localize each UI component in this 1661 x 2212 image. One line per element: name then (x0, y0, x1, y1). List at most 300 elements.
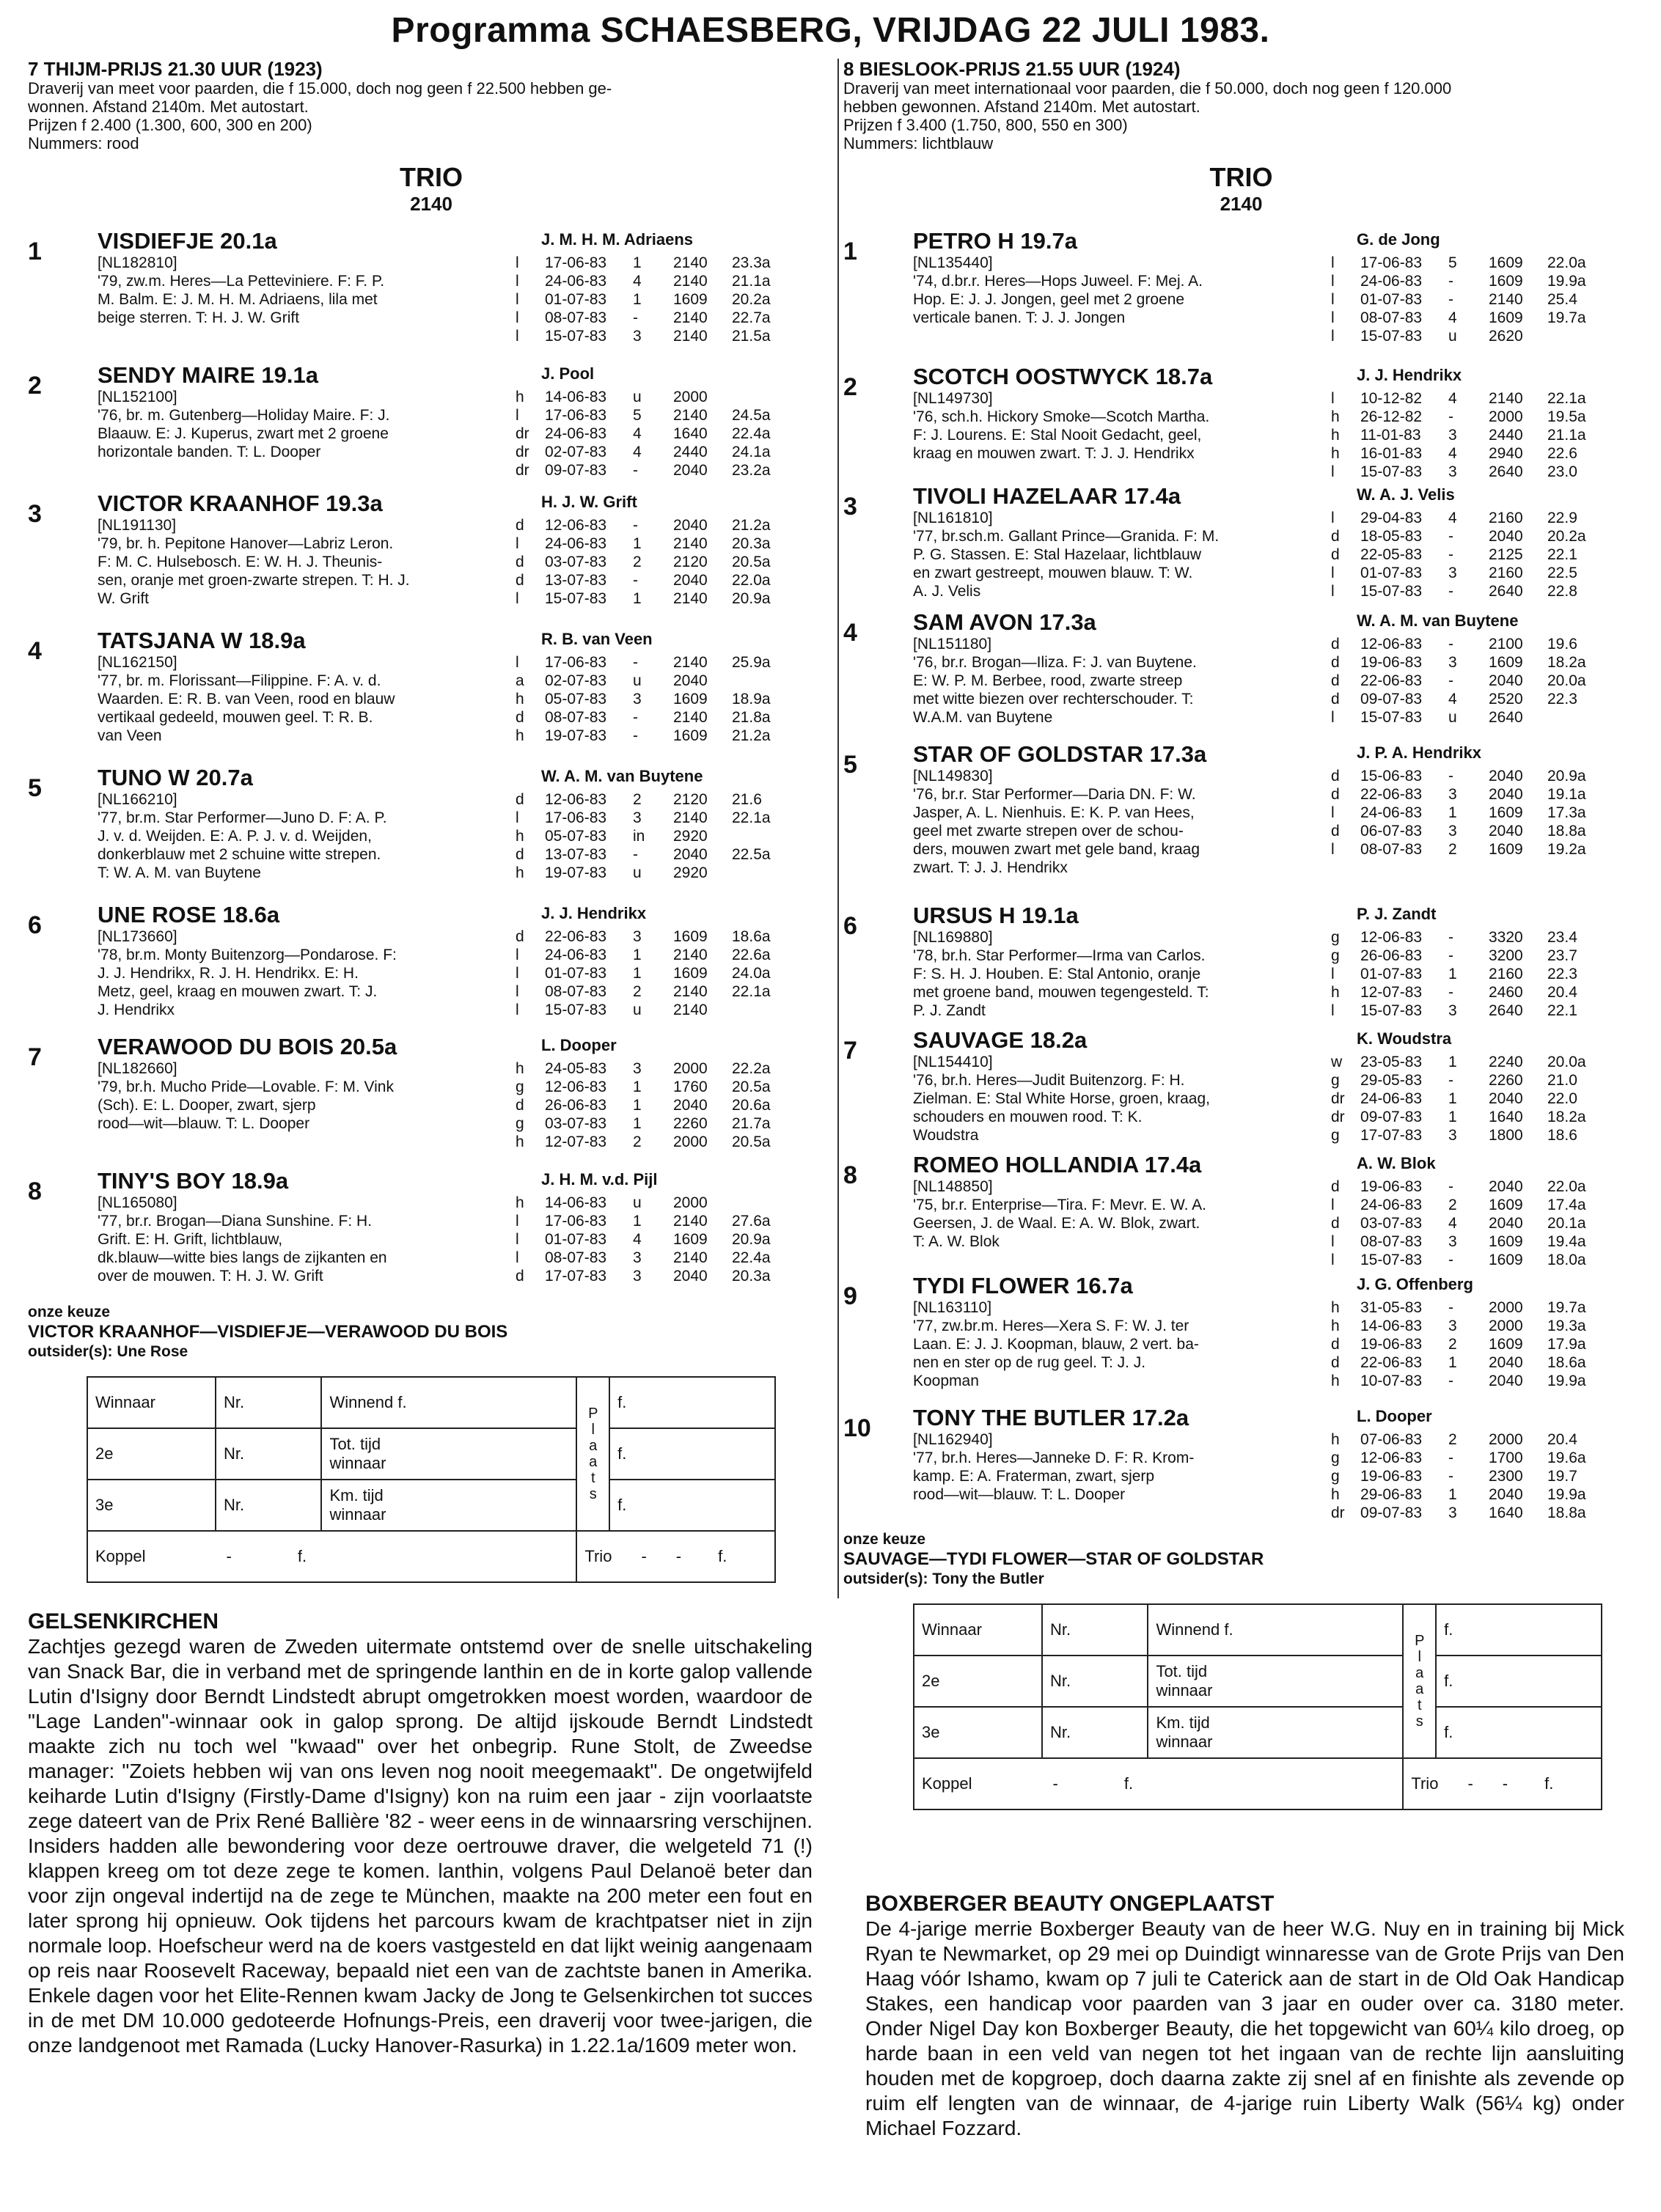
perf-distance: 2040 (1489, 1354, 1523, 1371)
performance-list (516, 1059, 783, 1151)
performance-row (516, 589, 783, 608)
place-label: Winnaar (87, 1377, 216, 1428)
perf-track: l (1331, 583, 1335, 600)
perf-date: 14-06-83 (1360, 1318, 1423, 1334)
keuze-label: onze keuze (28, 1304, 111, 1320)
perf-distance: 2640 (1489, 583, 1523, 600)
perf-track: h (516, 389, 524, 405)
perf-track: g (1331, 929, 1340, 946)
perf-placing: - (1448, 984, 1453, 1001)
distance-label: 2140 (410, 193, 452, 215)
horse-trainer: W. A. M. van Buytene (1357, 611, 1519, 630)
horse-trainer: W. A. M. van Buytene (541, 767, 703, 785)
perf-time: 23.0 (1547, 463, 1577, 480)
performance-row (516, 425, 783, 443)
perf-track: l (516, 809, 519, 826)
perf-distance: 2140 (673, 1002, 708, 1018)
performance-row (1331, 1126, 1599, 1144)
horse-entry (28, 628, 835, 765)
horse-info (913, 229, 1232, 327)
horse-name: TIVOLI HAZELAAR 17.4a (913, 483, 1181, 509)
perf-placing: 1 (1448, 1486, 1457, 1503)
perf-track: l (516, 965, 519, 982)
performance-row (516, 1078, 783, 1096)
horse-description-line: '77, br.m. Star Performer—Juno D. F: A. P. (98, 809, 387, 826)
perf-placing: 4 (633, 425, 642, 442)
perf-track: l (516, 309, 519, 326)
performance-list (1331, 1430, 1599, 1522)
perf-time: 21.5a (732, 328, 771, 345)
perf-distance: 2040 (673, 572, 708, 589)
perf-date: 12-06-83 (1360, 1449, 1423, 1466)
perf-distance: 2520 (1489, 691, 1523, 708)
perf-track: d (1331, 1215, 1340, 1232)
perf-distance: 1609 (673, 1231, 708, 1248)
performance-row (1331, 389, 1599, 408)
horse-description-line: ders, mouwen zwart met gele band, kraag (913, 841, 1200, 858)
perf-time: 22.1a (1547, 390, 1586, 407)
perf-placing: 3 (1448, 427, 1457, 444)
horse-entry (28, 1035, 835, 1169)
perf-date: 08-07-83 (1360, 1233, 1423, 1250)
horse-description-line: vertikaal gedeeld, mouwen geel. T: R. B. (98, 709, 373, 726)
perf-track: l (1331, 328, 1335, 345)
race-heading: 7 THIJM-PRIJS 21.30 UUR (1923) (28, 58, 323, 80)
perf-date: 23-05-83 (1360, 1054, 1423, 1070)
result-row (914, 1604, 1602, 1656)
performance-row (1331, 1214, 1599, 1232)
performance-row (1331, 785, 1599, 804)
perf-distance: 2120 (673, 791, 708, 808)
perf-placing: 1 (1448, 966, 1457, 982)
perf-track: d (1331, 654, 1340, 671)
horse-description-line: M. Balm. E: J. M. H. M. Adriaens, lila met (98, 291, 378, 308)
perf-date: 10-07-83 (1360, 1373, 1423, 1389)
horse-info (98, 628, 417, 745)
perf-distance: 2140 (673, 809, 708, 826)
perf-placing: 1 (1448, 1054, 1457, 1070)
trio-label: TRIO (1209, 162, 1273, 192)
dash: - (1502, 1774, 1508, 1793)
horse-name: SAM AVON 17.3a (913, 609, 1096, 635)
perf-time: 22.6a (732, 947, 771, 963)
performance-list (1331, 1298, 1599, 1390)
perf-date: 01-07-83 (1360, 966, 1423, 982)
koppel-row (914, 1758, 1602, 1809)
perf-distance: 2000 (1489, 1299, 1523, 1316)
perf-placing: - (1448, 291, 1453, 308)
perf-time: 19.2a (1547, 841, 1586, 858)
outsider-label: outsider(s): Tony the Butler (843, 1570, 1044, 1587)
performance-row (516, 1001, 783, 1019)
perf-date: 08-07-83 (545, 309, 607, 326)
perf-time: 22.0a (1547, 254, 1586, 271)
perf-distance: 2040 (1489, 768, 1523, 785)
perf-distance: 2460 (1489, 984, 1523, 1001)
horse-number: 2 (843, 373, 857, 401)
perf-placing: - (633, 517, 638, 534)
horse-description-line: '79, br. h. Pepitone Hanover—Labriz Leron. (98, 535, 394, 552)
perf-distance: 2040 (1489, 672, 1523, 689)
perf-time (732, 864, 783, 882)
perf-placing: 3 (633, 1268, 642, 1285)
perf-track: g (1331, 1127, 1340, 1144)
result-row (914, 1707, 1602, 1758)
perf-date: 01-07-83 (1360, 291, 1423, 308)
result-row (87, 1428, 775, 1480)
perf-track: d (516, 1268, 524, 1285)
perf-time: 22.3 (1547, 691, 1577, 708)
horse-name: ROMEO HOLLANDIA 17.4a (913, 1152, 1202, 1177)
perf-time (1547, 327, 1599, 345)
perf-track: l (516, 254, 519, 271)
perf-track: l (1331, 390, 1335, 407)
performance-row (516, 1230, 783, 1249)
perf-distance: 2140 (673, 1213, 708, 1230)
horse-info (98, 1035, 417, 1133)
perf-placing: 1 (1448, 1090, 1457, 1107)
perf-track: dr (516, 425, 529, 442)
perf-date: 15-07-83 (545, 1002, 607, 1018)
perf-distance: 1609 (673, 965, 708, 982)
performance-row (516, 982, 783, 1001)
perf-track: l (1331, 510, 1335, 526)
performance-row (516, 653, 783, 672)
perf-time: 19.7a (1547, 1299, 1586, 1316)
horse-entry (843, 1274, 1639, 1406)
horse-number: 8 (843, 1161, 857, 1189)
perf-distance: 1609 (1489, 804, 1523, 821)
horse-description-line: '77, br.r. Brogan—Diana Sunshine. F: H. (98, 1213, 373, 1230)
perf-track: dr (516, 462, 529, 479)
performance-row (1331, 1090, 1599, 1108)
horse-info (98, 491, 417, 608)
plaats-letter: s (589, 1486, 597, 1502)
horse-description-line: kamp. E: A. Fraterman, zwart, sjerp (913, 1468, 1155, 1485)
performance-row (516, 571, 783, 589)
perf-time: 22.9 (1547, 510, 1577, 526)
performance-row (1331, 947, 1599, 965)
koppel-cell (914, 1758, 1403, 1809)
perf-date: 14-06-83 (545, 389, 607, 405)
plaats-letter: P (588, 1406, 598, 1422)
horse-number: 6 (843, 912, 857, 940)
f-label: f. (609, 1377, 775, 1428)
nr-label: Nr. (1042, 1707, 1148, 1758)
perf-track: h (1331, 1373, 1340, 1389)
perf-date: 12-07-83 (1360, 984, 1423, 1001)
horse-description-line: over de mouwen. T: H. J. W. Grift (98, 1268, 323, 1285)
performance-row (1331, 822, 1599, 840)
perf-distance: 2140 (673, 273, 708, 290)
perf-track: d (1331, 1354, 1340, 1371)
performance-list (516, 254, 783, 345)
perf-date: 16-01-83 (1360, 445, 1423, 462)
horse-description-line: T: A. W. Blok (913, 1233, 1000, 1250)
performance-row (1331, 1232, 1599, 1251)
performance-row (1331, 309, 1599, 327)
perf-distance: 1609 (1489, 1197, 1523, 1213)
result-table (913, 1603, 1602, 1810)
perf-time: 19.4a (1547, 1233, 1586, 1250)
perf-distance: 2640 (1489, 463, 1523, 480)
perf-time: 19.3a (1547, 1318, 1586, 1334)
perf-placing: u (633, 672, 642, 689)
horse-description-line: W.A.M. van Buytene (913, 709, 1053, 726)
performance-row (1331, 767, 1599, 785)
perf-date: 19-07-83 (545, 864, 607, 881)
horse-entry (28, 363, 835, 491)
time-line: winnaar (1156, 1733, 1213, 1751)
horse-description-line: Hop. E: J. J. Jongen, geel met 2 groene (913, 291, 1185, 308)
perf-date: 22-06-83 (1360, 672, 1423, 689)
perf-placing: 1 (633, 535, 642, 552)
performance-row (1331, 1071, 1599, 1090)
perf-placing: 3 (1448, 1233, 1457, 1250)
perf-date: 09-07-83 (545, 462, 607, 479)
f-label: f. (297, 1547, 307, 1565)
perf-time: 22.1a (732, 809, 771, 826)
perf-date: 03-07-83 (1360, 1215, 1423, 1232)
performance-row (516, 461, 783, 479)
horse-description-line: [NL191130] (98, 517, 177, 534)
perf-time: 20.6a (732, 1097, 771, 1114)
plaats-label (1403, 1604, 1436, 1758)
perf-track: l (1331, 1233, 1335, 1250)
horse-description-line: [NL162940] (913, 1431, 993, 1448)
performance-row (1331, 1002, 1599, 1020)
horse-trainer: A. W. Blok (1357, 1154, 1436, 1172)
perf-date: 24-06-83 (1360, 804, 1423, 821)
perf-placing: - (633, 462, 638, 479)
perf-time: 24.0a (732, 965, 771, 982)
perf-placing: 3 (633, 328, 642, 345)
performance-row (1331, 254, 1599, 272)
performance-row (1331, 582, 1599, 600)
perf-track: l (516, 407, 519, 424)
perf-time: 22.4a (732, 425, 771, 442)
nr-label: Nr. (216, 1480, 321, 1531)
perf-distance: 1700 (1489, 1449, 1523, 1466)
performance-row (516, 790, 783, 809)
perf-placing: - (1448, 1178, 1453, 1195)
horse-name: VERAWOOD DU BOIS 20.5a (98, 1034, 397, 1059)
perf-placing: 3 (1448, 654, 1457, 671)
perf-time: 25.9a (732, 654, 771, 671)
perf-distance: 1609 (673, 691, 708, 708)
horse-trainer: H. J. W. Grift (541, 493, 637, 511)
perf-distance: 2140 (673, 254, 708, 271)
horse-description-line: horizontale banden. T: L. Dooper (98, 444, 321, 460)
horse-description-line: '76, sch.h. Hickory Smoke—Scotch Martha. (913, 408, 1210, 425)
performance-row (1331, 983, 1599, 1002)
nr-label: Nr. (1042, 1656, 1148, 1707)
horse-name: VICTOR KRAANHOF 19.3a (98, 490, 383, 516)
result-row (914, 1656, 1602, 1707)
perf-date: 07-06-83 (1360, 1431, 1423, 1448)
perf-placing: 4 (633, 1231, 642, 1248)
horse-description-line: '74, d.br.r. Heres—Hops Juweel. F: Mej. A. (913, 273, 1203, 290)
performance-row (516, 727, 783, 745)
perf-placing: 2 (1448, 841, 1457, 858)
time-line: winnaar (1156, 1681, 1213, 1700)
article-boxberger (865, 1892, 1624, 2141)
perf-time: 19.1a (1547, 786, 1586, 803)
plaats-letter: t (1417, 1697, 1422, 1713)
perf-date: 29-04-83 (1360, 510, 1423, 526)
perf-placing: u (1448, 328, 1457, 345)
horse-description-line: (Sch). E: L. Dooper, zwart, sjerp (98, 1097, 316, 1114)
horse-description-line: [NL148850] (913, 1178, 993, 1195)
perf-date: 15-06-83 (1360, 768, 1423, 785)
article-title: BOXBERGER BEAUTY ONGEPLAATST (865, 1892, 1275, 1916)
perf-track: h (516, 1194, 524, 1211)
time-line: Tot. tijd (329, 1435, 381, 1453)
perf-date: 15-07-83 (1360, 463, 1423, 480)
perf-distance: 1609 (1489, 309, 1523, 326)
horse-name: SENDY MAIRE 19.1a (98, 362, 318, 388)
race-description (28, 79, 835, 153)
perf-date: 24-05-83 (545, 1060, 607, 1077)
horse-description-line: [NL163110] (913, 1299, 992, 1316)
horse-trainer: J. Pool (541, 364, 595, 383)
perf-placing: - (1448, 1468, 1453, 1485)
perf-placing: 1 (633, 1097, 642, 1114)
perf-time (1547, 708, 1599, 727)
perf-date: 24-06-83 (1360, 1197, 1423, 1213)
perf-time: 22.5 (1547, 565, 1577, 581)
performance-row (516, 254, 783, 272)
perf-placing: - (633, 727, 638, 744)
perf-distance: 2000 (1489, 1318, 1523, 1334)
horse-trainer: J. M. H. M. Adriaens (541, 230, 694, 249)
perf-date: 24-06-83 (545, 947, 607, 963)
performance-row (516, 1249, 783, 1267)
perf-time: 21.1a (732, 273, 771, 290)
perf-placing: 2 (633, 791, 642, 808)
perf-distance: 1609 (1489, 254, 1523, 271)
perf-track: l (1331, 966, 1335, 982)
horse-description-line: Jasper, A. L. Nienhuis. E: K. P. van Hees, (913, 804, 1195, 821)
perf-placing: - (633, 846, 638, 863)
horse-info (913, 1028, 1232, 1144)
perf-date: 22-06-83 (1360, 1354, 1423, 1371)
perf-date: 19-06-83 (1360, 1336, 1423, 1353)
perf-track: h (1331, 408, 1340, 425)
perf-time: 24.1a (732, 444, 771, 460)
perf-placing: 1 (633, 590, 642, 607)
perf-distance: 2160 (1489, 966, 1523, 982)
perf-time: 17.9a (1547, 1336, 1586, 1353)
perf-placing: 3 (1448, 786, 1457, 803)
article-body: De 4-jarige merrie Boxberger Beauty van de heer W.G. Nuy en in training bij Mick Ryan te Newmarket, op 29 mei op Duindigt winnaresse van de Grote Prijs van Den Haag vóór Ishamo, kwam op 7 juli te Caterick aan de start in de Old Oak Handicap Stakes, een handicap voor paarden van 3 jaar en ouder over ca. 3180 meter. Onder Nigel Day kon Boxberger Beauty, die het topgewicht van 60¼ kilo droeg, op harde baan in een veld van negen tot het ingaan van de rechte lijn aansluiting houden met de kopgroep, doch daarna zakte zij snel af en finishte als zevende op ruim elf lengten van de winnaar, de 4-jarige ruin Liberty Walk (56¼ kg) onder Michael Fozzard. (865, 1917, 1624, 2139)
perf-distance: 2920 (673, 828, 708, 845)
horse-description-line: [NL149830] (913, 768, 993, 785)
perf-track: dr (1331, 1109, 1345, 1125)
perf-placing: 4 (633, 273, 642, 290)
perf-date: 17-06-83 (545, 809, 607, 826)
plaats-letter: a (1415, 1665, 1424, 1681)
performance-row (1331, 1298, 1599, 1317)
perf-date: 26-06-83 (1360, 947, 1423, 964)
performance-row (1331, 1504, 1599, 1522)
performance-list (1331, 635, 1599, 727)
perf-date: 17-07-83 (545, 1268, 607, 1285)
performance-row (1331, 463, 1599, 481)
keuze-selection: SAUVAGE—TYDI FLOWER—STAR OF GOLDSTAR (843, 1549, 1264, 1569)
performance-row (516, 708, 783, 727)
perf-time: 20.1a (1547, 1215, 1586, 1232)
performance-row (1331, 1372, 1599, 1390)
race-heading: 8 BIESLOOK-PRIJS 21.55 UUR (1924) (843, 58, 1181, 80)
horse-description-line: kraag en mouwen zwart. T: J. J. Hendrikx (913, 445, 1195, 462)
perf-distance: 2140 (1489, 390, 1523, 407)
perf-time: 23.2a (732, 462, 771, 479)
dash: - (1052, 1774, 1058, 1793)
perf-placing: 2 (1448, 1431, 1457, 1448)
perf-placing: - (633, 572, 638, 589)
performance-row (1331, 509, 1599, 527)
race-description-line: Draverij van meet internationaal voor paarden, die f 50.000, doch nog geen f 120.000 (843, 79, 1452, 98)
perf-placing: - (1448, 1373, 1453, 1389)
time-label: Winnend f. (321, 1377, 576, 1428)
perf-placing: 3 (1448, 1504, 1457, 1521)
perf-track: l (516, 1249, 519, 1266)
perf-distance: 2040 (1489, 1486, 1523, 1503)
performance-row (516, 534, 783, 553)
plaats-letter: a (589, 1454, 598, 1470)
perf-placing: - (633, 654, 638, 671)
perf-time: 21.6 (732, 791, 762, 808)
performance-row (516, 309, 783, 327)
horse-entry (28, 765, 835, 903)
horse-info (98, 765, 417, 882)
perf-distance: 2120 (673, 554, 708, 570)
perf-placing: 4 (1448, 445, 1457, 462)
perf-placing: 1 (1448, 804, 1457, 821)
horse-number: 7 (843, 1037, 857, 1065)
horse-entry (28, 229, 835, 363)
perf-track: h (1331, 984, 1340, 1001)
dash: - (641, 1547, 647, 1565)
perf-date: 19-07-83 (545, 727, 607, 744)
perf-distance: 2040 (673, 517, 708, 534)
perf-date: 24-06-83 (1360, 1090, 1423, 1107)
horse-description-line: Laan. E: J. J. Koopman, blauw, 2 vert. ba- (913, 1336, 1199, 1353)
perf-time: 20.5a (732, 1133, 771, 1150)
performance-row (1331, 290, 1599, 309)
perf-distance: 2440 (1489, 427, 1523, 444)
performance-row (516, 1133, 783, 1151)
horse-description-line: [NL169880] (913, 929, 993, 946)
perf-date: 17-06-83 (1360, 254, 1423, 271)
horse-number: 10 (843, 1414, 871, 1442)
perf-time (732, 388, 783, 406)
perf-date: 01-07-83 (1360, 565, 1423, 581)
perf-track: l (1331, 1002, 1335, 1019)
race-description-line: Nummers: rood (28, 134, 139, 153)
horse-description-line: '79, zw.m. Heres—La Petteviniere. F: F. P. (98, 273, 385, 290)
page-title: Programma SCHAESBERG, VRIJDAG 22 JULI 1983. (391, 11, 1270, 50)
race-7-column (28, 59, 835, 1583)
horse-number: 5 (843, 751, 857, 779)
perf-time: 20.2a (1547, 528, 1586, 545)
race-description-line: Prijzen f 2.400 (1.300, 600, 300 en 200) (28, 116, 312, 134)
perf-track: l (1331, 841, 1335, 858)
horse-description-line: '76, br.r. Brogan—Iliza. F: J. van Buytene. (913, 654, 1197, 671)
time-line: winnaar (329, 1454, 386, 1472)
perf-distance: 2260 (673, 1115, 708, 1132)
